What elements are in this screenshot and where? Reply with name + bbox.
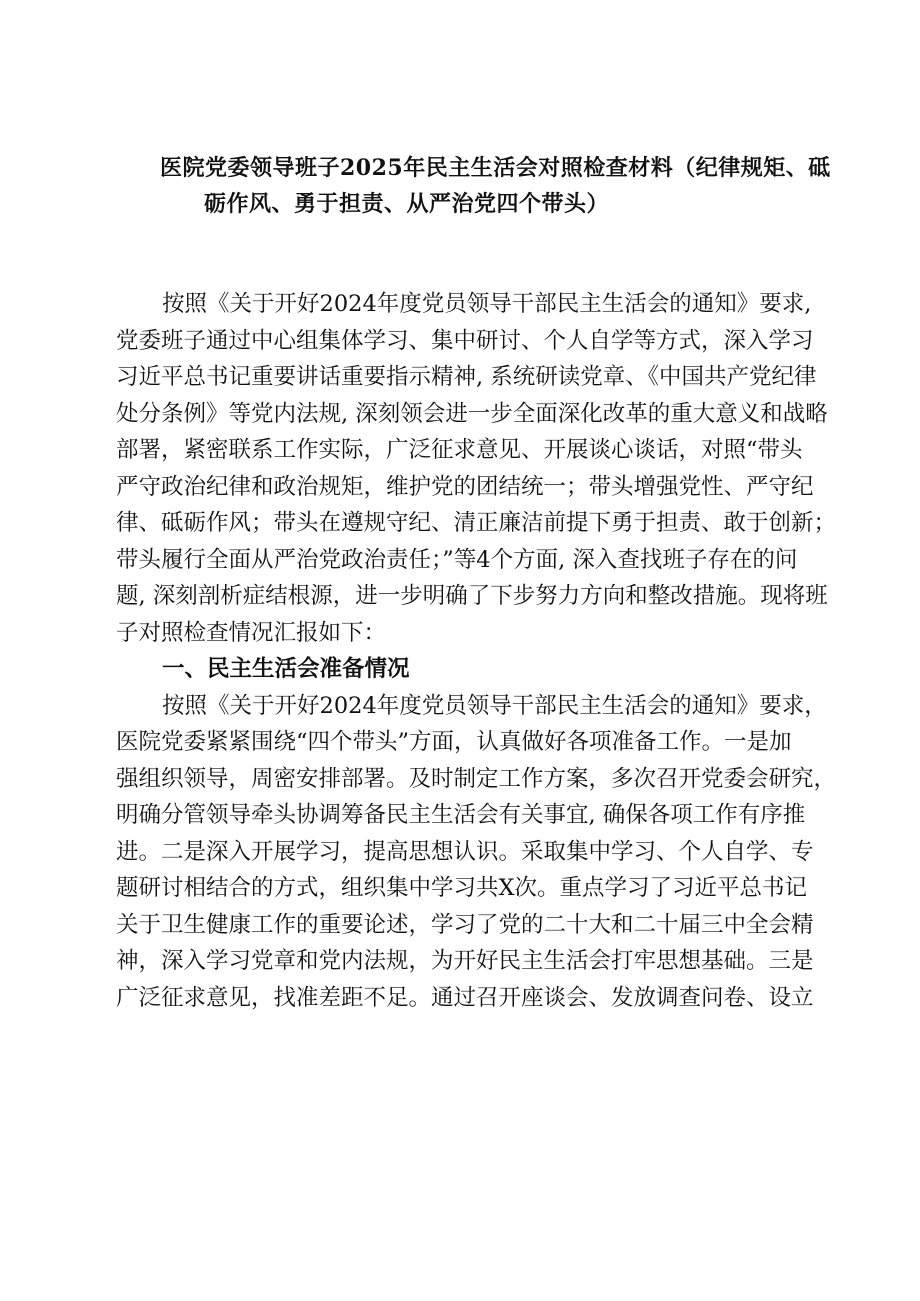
text-line: 按照《关于开好2024年度党员领导干部民主生活会的通知》要求， <box>162 692 827 719</box>
text-line: 医院党委紧紧围绕“四个带头”方面，认真做好各项准备工作。一是加 <box>116 729 792 755</box>
text-line: 处分条例》等党内法规, 深刻领会进一步全面深化改革的重大意义和战略 <box>116 400 828 427</box>
text-line: 进。二是深入开展学习，提高思想认识。采取集中学习、个人自学、专 <box>116 838 814 865</box>
title-line: 砺作风、勇于担责、从严治党四个带头） <box>204 191 610 217</box>
text-line: 神，深入学习党章和党内法规，为开好民主生活会打牢思想基础。三是 <box>116 948 814 974</box>
text-line: 严守政治纪律和政治规矩，维护党的团结统一；带头增强党性、严守纪 <box>116 473 814 500</box>
text-line: 强组织领导，周密安排部署。及时制定工作方案，多次召开党委会研究， <box>116 765 836 792</box>
text-line: 关于卫生健康工作的重要论述，学习了党的二十大和二十届三中全会精 <box>116 911 814 938</box>
text-line: 部署，紧密联系工作实际，广泛征求意见、开展谈心谈话，对照“带头 <box>116 437 803 463</box>
document-title <box>160 150 850 222</box>
text-line: 题, 深刻剖析症结根源，进一步明确了下步努力方向和整改措施。现将班 <box>116 583 828 609</box>
text-line: 子对照检查情况汇报如下： <box>116 619 387 646</box>
document-body <box>116 286 836 1016</box>
text-line: 题研讨相结合的方式，组织集中学习共X次。重点学习了习近平总书记 <box>116 875 808 901</box>
title-line: 医院党委领导班子2025年民主生活会对照检查材料（纪律规矩、砥 <box>160 155 831 181</box>
section-heading: 一、民主生活会准备情况 <box>162 656 410 682</box>
paragraph-preparation <box>116 688 836 1017</box>
paragraph-intro <box>116 286 836 651</box>
text-line: 习近平总书记重要讲话重要指示精神, 系统研读党章、《中国共产党纪律 <box>116 364 817 390</box>
text-line: 党委班子通过中心组集体学习、集中研讨、个人自学等方式，深入学习 <box>116 327 814 354</box>
text-line: 广泛征求意见，找准差距不足。通过召开座谈会、发放调查问卷、设立 <box>116 984 814 1011</box>
text-line: 明确分管领导牵头协调筹备民主生活会有关事宜, 确保各项工作有序推 <box>116 802 806 828</box>
text-line: 律、砥砺作风；带头在遵规守纪、清正廉洁前提下勇于担责、敢于创新； <box>116 510 836 536</box>
text-line: 按照《关于开好2024年度党员领导干部民主生活会的通知》要求, <box>162 291 812 317</box>
text-line: 带头履行全面从严治党政治责任；”等4个方面, 深入查找班子存在的问 <box>116 546 798 573</box>
